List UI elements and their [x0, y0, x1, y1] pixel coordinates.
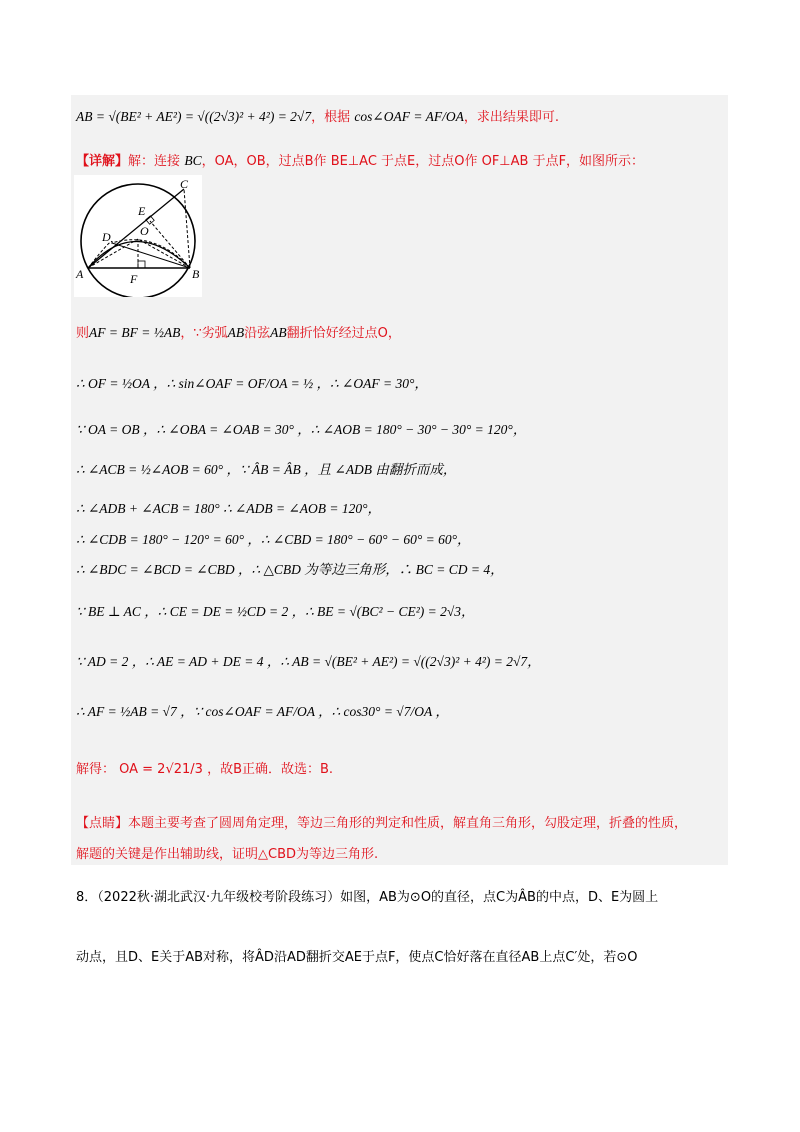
label-e: E — [138, 204, 146, 218]
solution-line-2 — [76, 150, 644, 169]
circle-diagram — [74, 175, 202, 297]
solution-line-12: ∴ AF = ½AB = √7 ，∵ cos∠OAF = AF/OA ，∴ cos30° = √7/OA ， — [76, 704, 449, 719]
question-8-line-2 — [76, 946, 637, 965]
formula: AB — [227, 325, 245, 340]
solution-line-15 — [76, 843, 378, 862]
formula: AF = BF = ½AB — [89, 325, 181, 340]
label-c: C — [180, 177, 189, 191]
text-zh: 解：连接 — [128, 154, 181, 169]
solution-line-7: ∴ ∠ADB + ∠ACB = 180° ∴ ∠ADB = ∠AOB = 120°， — [76, 501, 382, 516]
question-text: 动点，且D、E关于AB对称，将ÂD沿AD翻折交AE于点F，使点C恰好落在直径AB上点C′处，若⊙O — [76, 950, 638, 965]
text-zh: 解得： OA = 2√21/3 ，故B正确．故选：B. — [76, 762, 334, 777]
solution-line-14 — [76, 812, 687, 831]
label-f: F — [130, 272, 138, 286]
text-zh: 翻折恰好经过点O， — [286, 326, 401, 341]
question-text: 8．（2022秋·湖北武汉·九年级校考阶段练习）如图，AB为⊙O的直径，点C为ÂB的中点，D、E为圆上 — [76, 890, 659, 905]
text-zh: 【点睛】本题主要考查了圆周角定理，等边三角形的判定和性质，解直角三角形，勾股定理，折叠的性质， — [76, 816, 688, 831]
solution-line-11: ∵ AD = 2 ，∴ AE = AD + DE = 4 ，∴ AB = √(BE² + AE²) = √((2√3)² + 4²) = 2√7， — [76, 654, 541, 669]
solution-line-10: ∵ BE ⊥ AC ，∴ CE = DE = ½CD = 2 ，∴ BE = √(BC² − CE²) = 2√3， — [76, 604, 475, 619]
text-zh: ，OA，OB，过点B作 BE⊥AC 于点E，过点O作 OF⊥AB 于点F，如图所示： — [201, 154, 645, 169]
solution-line-4: ∴ OF = ½OA ，∴ sin∠OAF = OF/OA = ½ ，∴ ∠OAF = 30°， — [76, 376, 428, 391]
question-8-line-1 — [76, 886, 658, 905]
text-zh: 解题的关键是作出辅助线，证明△CBD为等边三角形. — [76, 847, 379, 862]
formula-cos: cos∠OAF = AF/OA — [354, 109, 464, 124]
solution-line-13 — [76, 758, 333, 777]
solution-line-3 — [76, 322, 401, 341]
label-b: B — [192, 267, 200, 281]
tag-detail: 【详解】 — [76, 154, 129, 169]
formula: BC — [184, 153, 202, 168]
text-zh: ，根据 — [311, 110, 351, 125]
text-zh: 沿弦 — [244, 326, 271, 341]
geometry-figure — [74, 175, 202, 297]
solution-line-9: ∴ ∠BDC = ∠BCD = ∠CBD ，∴ △CBD 为等边三角形，∴ BC = CD = 4， — [76, 562, 504, 577]
solution-line-5: ∵ OA = OB ，∴ ∠OBA = ∠OAB = 30° ，∴ ∠AOB = 180° − 30° − 30° = 120°， — [76, 422, 527, 437]
solution-line-1 — [76, 106, 559, 125]
formula: AB — [270, 325, 287, 340]
solution-line-6: ∴ ∠ACB = ½∠AOB = 60° ，∵ ÂB = ÂB ，且 ∠ADB 由翻折而成， — [76, 462, 457, 477]
text-zh: ，∵劣弧 — [180, 326, 228, 341]
solution-line-8: ∴ ∠CDB = 180° − 120° = 60° ，∴ ∠CBD = 180° − 60° − 60° = 60°， — [76, 532, 471, 547]
label-a: A — [76, 267, 84, 281]
text-zh: ，求出结果即可. — [463, 110, 559, 125]
label-o: O — [140, 224, 149, 238]
label-d: D — [102, 230, 111, 244]
formula-ab: AB = √(BE² + AE²) = √((2√3)² + 4²) = 2√7 — [76, 109, 312, 124]
text-zh: 则 — [76, 326, 90, 341]
